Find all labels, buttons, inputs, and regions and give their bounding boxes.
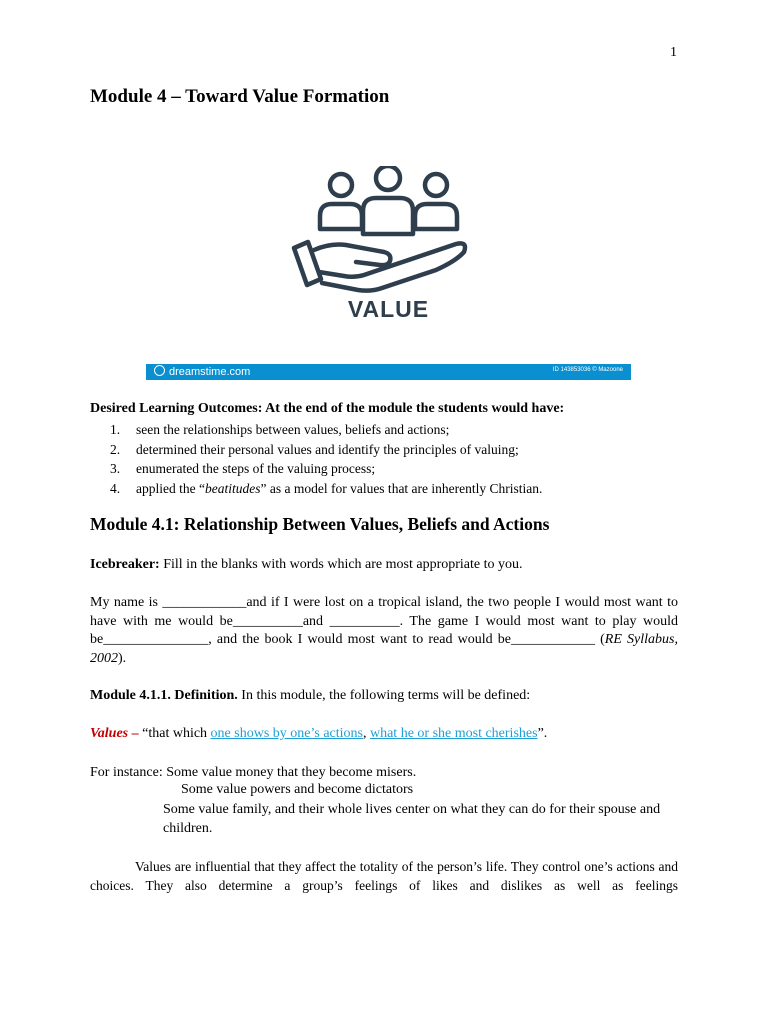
outcome-item [110, 479, 542, 499]
outcome-text: ” as a model for values that are inherently Christian. [260, 480, 543, 496]
swirl-icon [154, 365, 165, 376]
definition-link-cherishes[interactable]: what he or she most cherishes [369, 726, 538, 741]
page-number: 1 [670, 45, 677, 60]
example-line-1: For instance: Some value money that they become misers. [90, 765, 417, 780]
outcome-number: 4. [110, 480, 121, 496]
definition-paragraph [90, 687, 678, 706]
example-line-3: Some value family, and their whole lives center on what they can do for their spouse and children. [163, 802, 661, 836]
value-caption: VALUE [347, 296, 430, 322]
definition-text: In this module, the following terms will be defined: [237, 688, 531, 703]
outcome-text: seen the relationships between values, beliefs and actions; [136, 422, 450, 437]
page-title: Module 4 – Toward Value Formation [90, 86, 390, 107]
icebreaker-paragraph [90, 556, 678, 575]
outcome-text: determined their personal values and identify the principles of valuing; [136, 441, 519, 457]
watermark-logo [154, 365, 250, 378]
body-paragraph: Values are influential that they affect the totality of the person’s life. They control one’s actions and choices. They also determine a group’s feelings of likes and dislikes as well as feelings [90, 859, 678, 893]
values-sep: , [362, 726, 370, 741]
fill-blanks-text: My name is ____________and if I were lost on a tropical island, the two people I would most want to have with me would be__________and __________. The game I would most want to play would be_______________, and the book I would most want to read would be____________ ( [90, 595, 678, 647]
outcome-emphasis: beatitudes [204, 480, 261, 496]
outcomes-list [110, 420, 542, 498]
values-definition [90, 725, 678, 744]
fill-blanks-end: ). [118, 650, 127, 666]
outcome-item [110, 420, 542, 440]
watermark-id: ID 143853036 © Mazoone [552, 367, 623, 373]
outcome-text: enumerated the steps of the valuing process; [136, 461, 376, 476]
outcome-number: 1. [110, 422, 121, 437]
people-on-hand-icon [286, 166, 491, 296]
values-close: ”. [537, 726, 548, 741]
outcome-item [110, 440, 542, 460]
icebreaker-text: Fill in the blanks with words which are most appropriate to you. [159, 557, 523, 572]
fill-blanks-paragraph [90, 594, 678, 668]
outcome-number: 3. [110, 461, 121, 476]
values-dash: – [128, 726, 143, 741]
section-heading: Module 4.1: Relationship Between Values, Beliefs and Actions [90, 514, 550, 534]
watermark-bar [146, 364, 631, 380]
citation: RE Syllabus, 2002 [90, 632, 678, 666]
outcome-item [110, 459, 542, 479]
outcomes-heading: Desired Learning Outcomes: At the end of the module the students would have: [90, 401, 565, 416]
icebreaker-label: Icebreaker: [90, 557, 160, 572]
watermark-site: dreamstime.com [169, 366, 251, 378]
definition-link-actions[interactable]: one shows by one’s actions [210, 726, 363, 741]
value-illustration [146, 144, 631, 380]
definition-label: Module 4.1.1. Definition. [90, 688, 238, 703]
outcome-text: applied the “ [136, 480, 205, 496]
outcome-number: 2. [110, 441, 121, 457]
example-line-2: Some value powers and become dictators [181, 782, 414, 797]
values-term: Values [90, 726, 129, 741]
values-open: “that which [142, 726, 211, 741]
